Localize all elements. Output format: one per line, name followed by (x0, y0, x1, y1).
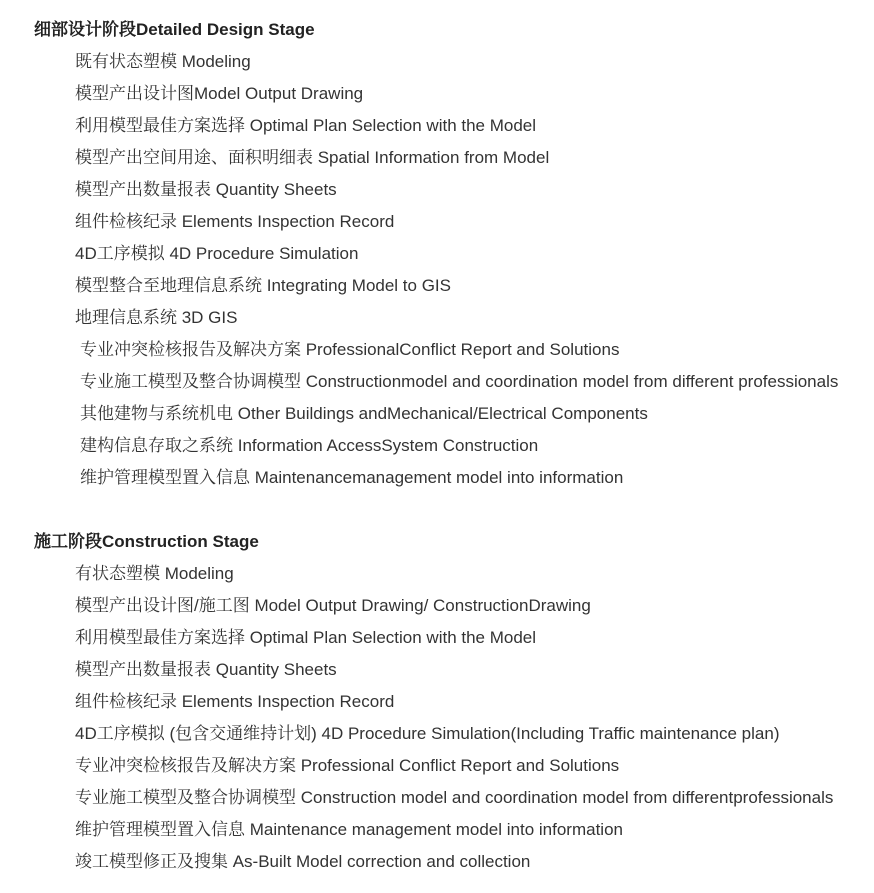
list-item: 既有状态塑模 Modeling (75, 52, 251, 71)
list-item: 组件检核纪录 Elements Inspection Record (75, 692, 395, 711)
list-item: 地理信息系统 3D GIS (75, 308, 238, 327)
list-item: 4D工序模拟 (包含交通维持计划) 4D Procedure Simulation(Including Traffic maintenance plan) (75, 724, 780, 743)
list-item: 模型产出数量报表 Quantity Sheets (75, 180, 337, 199)
section-heading: 细部设计阶段Detailed Design Stage (34, 20, 315, 39)
list-item: 利用模型最佳方案选择 Optimal Plan Selection with the Model (75, 116, 537, 135)
list-item: 组件检核纪录 Elements Inspection Record (75, 212, 395, 231)
list-item: 模型产出数量报表 Quantity Sheets (75, 660, 337, 679)
list-item: 模型整合至地理信息系统 Integrating Model to GIS (75, 276, 451, 295)
list-item: 专业施工模型及整合协调模型 Constructionmodel and coordination model from different professionals (80, 372, 839, 391)
detailed-design-section (0, 14, 874, 494)
detailed-design-list (0, 46, 874, 494)
list-item: 维护管理模型置入信息 Maintenancemanagement model into information (80, 468, 624, 487)
list-item: 有状态塑模 Modeling (75, 564, 234, 583)
list-item: 模型产出设计图Model Output Drawing (75, 84, 364, 103)
list-item: 专业冲突检核报告及解决方案 Professional Conflict Report and Solutions (75, 756, 620, 775)
construction-list (0, 558, 874, 878)
section-heading: 施工阶段Construction Stage (34, 532, 259, 551)
list-item: 模型产出空间用途、面积明细表 Spatial Information from Model (75, 148, 550, 167)
list-item: 利用模型最佳方案选择 Optimal Plan Selection with the Model (75, 628, 537, 647)
construction-section (0, 526, 874, 878)
list-item: 建构信息存取之系统 Information AccessSystem Construction (80, 436, 539, 455)
list-item: 维护管理模型置入信息 Maintenance management model into information (75, 820, 623, 839)
list-item: 其他建物与系统机电 Other Buildings andMechanical/Electrical Components (80, 404, 648, 423)
list-item: 竣工模型修正及搜集 As-Built Model correction and collection (75, 852, 531, 871)
list-item: 模型产出设计图/施工图 Model Output Drawing/ ConstructionDrawing (75, 596, 591, 615)
list-item: 专业冲突检核报告及解决方案 ProfessionalConflict Report and Solutions (80, 340, 620, 359)
list-item: 4D工序模拟 4D Procedure Simulation (75, 244, 359, 263)
list-item: 专业施工模型及整合协调模型 Construction model and coordination model from differentprofessionals (75, 788, 834, 807)
